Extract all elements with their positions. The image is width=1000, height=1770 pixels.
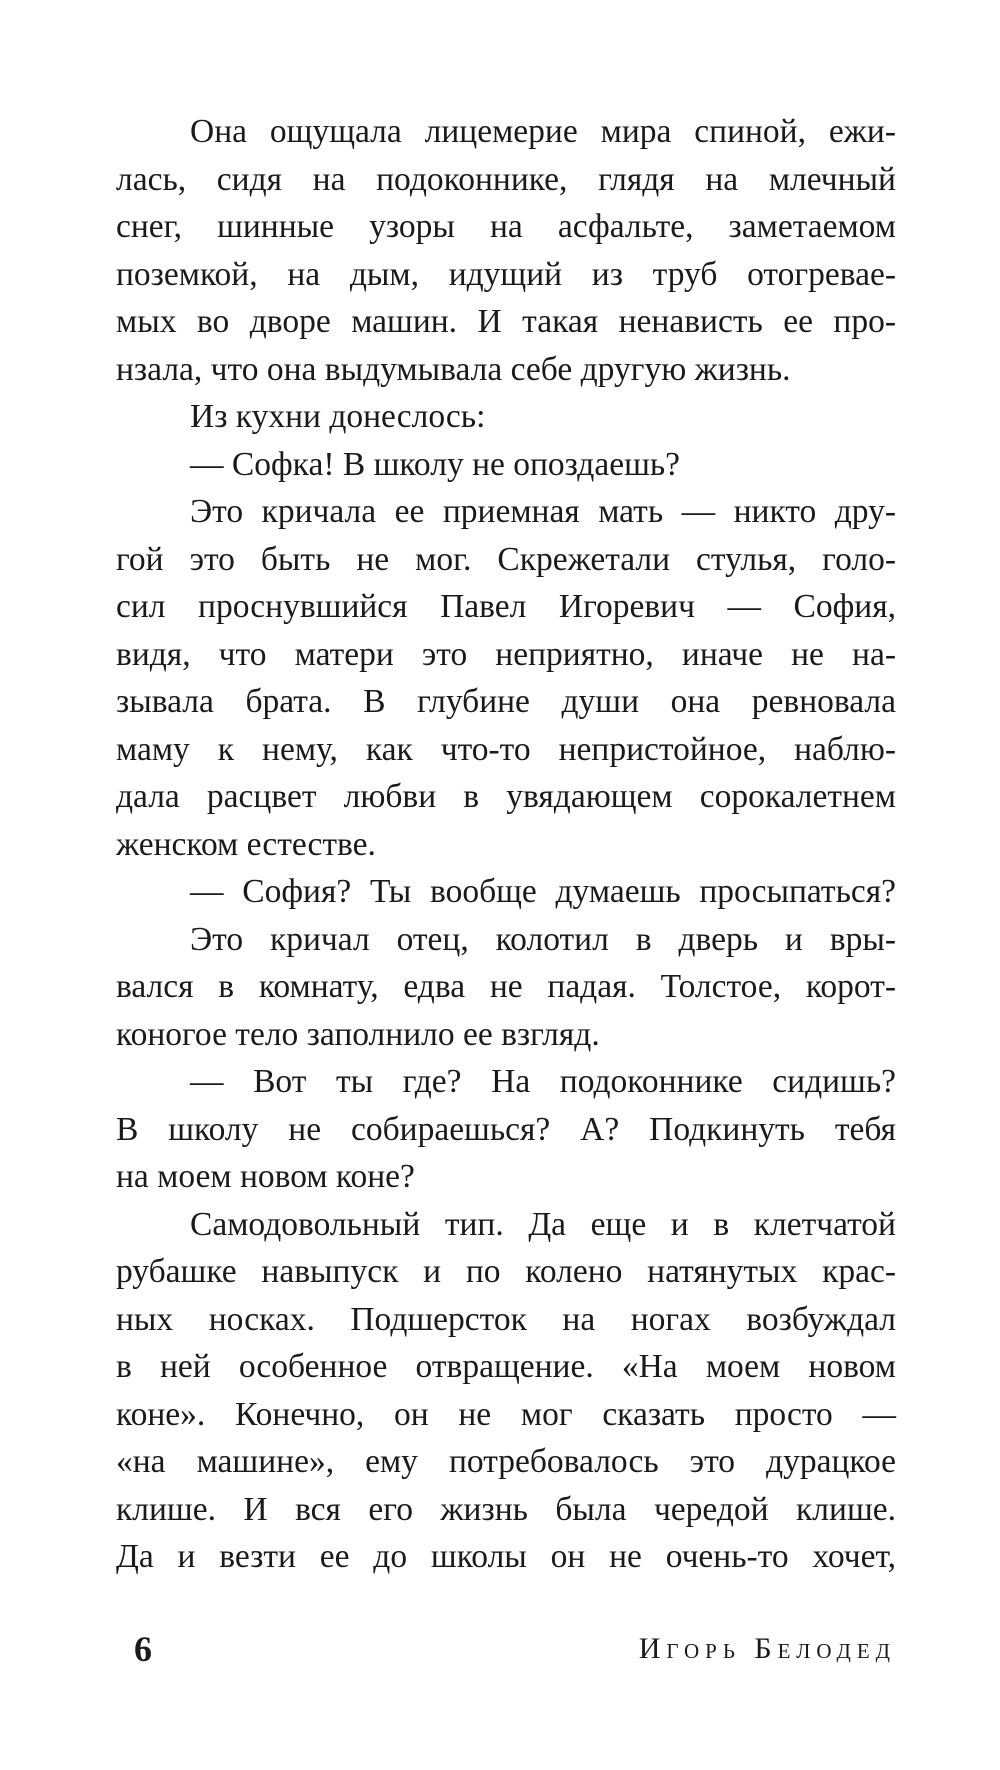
text-line: женском естестве. xyxy=(116,825,376,863)
text-line: нзала, что она выдумывала себе другую жизнь. xyxy=(116,350,791,388)
text-line: рубашке навыпуск и по колено натянутых крас- xyxy=(116,1253,896,1290)
text-line: маму к нему, как что-то непристойное, наблю- xyxy=(116,730,896,768)
text-line: в ней особенное отвращение. «На моем новом xyxy=(116,1348,896,1385)
text-line: вался в комнату, едва не падая. Толстое, корот- xyxy=(116,968,896,1005)
text-line: коногое тело заполнило ее взгляд. xyxy=(116,1015,600,1053)
text-line: Она ощущала лицемерие мира спиной, ежи- xyxy=(190,113,896,150)
text-line: мых во дворе машин. И такая ненависть ее про- xyxy=(116,303,896,340)
text-line: Это кричал отец, колотил в дверь и вры- xyxy=(190,920,896,958)
text-line: дала расцвет любви в увядающем сорокалетнем xyxy=(116,778,896,815)
text-line: «на машине», ему потребовалось это дурацкое xyxy=(116,1443,896,1480)
text-line: коне». Конечно, он не мог сказать просто — xyxy=(116,1395,896,1433)
page-number: 6 xyxy=(134,1629,152,1669)
text-line: ных носках. Подшерсток на ногах возбуждал xyxy=(116,1300,896,1338)
text-line: гой это быть не мог. Скрежетали стулья, голо- xyxy=(116,540,896,578)
text-line: сил проснувшийся Павел Игоревич — София, xyxy=(116,588,896,625)
text-line: Из кухни донеслось: xyxy=(190,398,486,435)
text-line: на моем новом коне? xyxy=(116,1158,415,1195)
text-line: — Вот ты где? На подоконнике сидишь? xyxy=(190,1063,896,1100)
text-line: — София? Ты вообще думаешь просыпаться? xyxy=(190,873,896,910)
text-line: Это кричала ее приемная мать — никто дру- xyxy=(190,493,896,530)
body-text xyxy=(116,108,896,1581)
text-line: Да и везти ее до школы он не очень-то хочет, xyxy=(116,1538,896,1575)
text-line: лась, сидя на подоконнике, глядя на млечный xyxy=(116,160,896,198)
text-line: поземкой, на дым, идущий из труб отогревае- xyxy=(116,255,896,293)
text-line: — Софка! В школу не опоздаешь? xyxy=(190,445,681,483)
text-line: зывала брата. В глубине души она ревновала xyxy=(116,683,896,720)
text-line: Самодовольный тип. Да еще и в клетчатой xyxy=(190,1205,896,1243)
text-line: В школу не собираешься? А? Подкинуть тебя xyxy=(116,1110,896,1148)
text-line: видя, что матери это неприятно, иначе не на- xyxy=(116,635,896,673)
page-footer xyxy=(116,1624,896,1674)
text-line: снег, шинные узоры на асфальте, заметаемом xyxy=(116,208,896,245)
running-head-author: Игорь Белодед xyxy=(638,1632,896,1665)
text-line: клише. И вся его жизнь была чередой клише. xyxy=(116,1490,896,1528)
